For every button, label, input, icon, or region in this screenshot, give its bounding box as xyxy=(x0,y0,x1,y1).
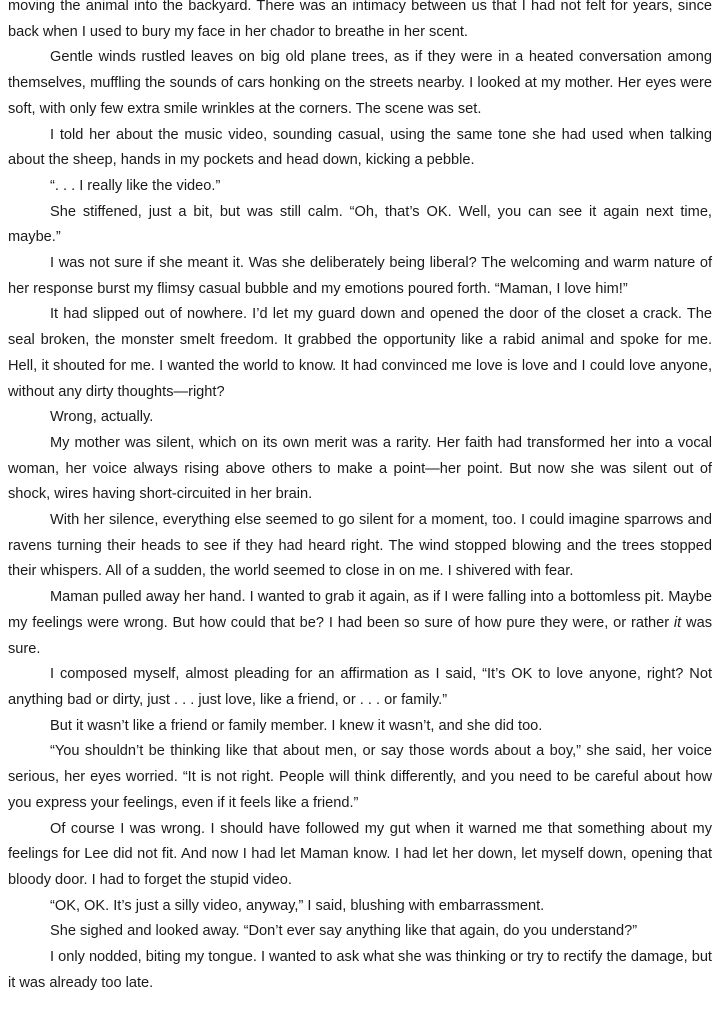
emphasis-text: it xyxy=(673,614,682,631)
paragraph-text: But it wasn’t like a friend or family member. I knew it wasn’t, and she did too. xyxy=(50,717,543,734)
paragraph xyxy=(8,894,712,920)
paragraph xyxy=(8,302,712,405)
paragraph xyxy=(8,919,712,945)
paragraph-text: “OK, OK. It’s just a silly video, anyway,” I said, blushing with embarrassment. xyxy=(50,897,545,914)
paragraph xyxy=(8,431,712,508)
paragraph-text: My mother was silent, which on its own merit was a rarity. Her faith had transformed her into a vocal woman, her voice always rising above others to make a point—her point. But now she was silent out of shock, wires having short-circuited in her brain. xyxy=(8,434,712,503)
paragraph-text: “. . . I really like the video.” xyxy=(50,177,221,194)
paragraph-text: With her silence, everything else seemed to go silent for a moment, too. I could imagine sparrows and ravens turning their heads to see if they had heard right. The wind stopped blowing and the trees stopped their whispers. All of a sudden, the world seemed to close in on me. I shivered with fear. xyxy=(8,512,712,580)
paragraph xyxy=(8,251,712,302)
paragraph-text: She stiffened, just a bit, but was still calm. “Oh, that’s OK. Well, you can see it again next time, maybe.” xyxy=(8,203,712,246)
paragraph-text: It had slipped out of nowhere. I’d let my guard down and opened the door of the closet a crack. The seal broken, the monster smelt freedom. It grabbed the opportunity like a rabid animal and spoke for me. Hell, it shouted for me. I wanted the world to know. It had convinced me love is love and I could love anyone, without any dirty thoughts—right? xyxy=(8,306,712,400)
paragraph-text: I was not sure if she meant it. Was she deliberately being liberal? The welcoming and warm nature of her response burst my flimsy casual bubble and my emotions poured forth. “Maman, I love him!” xyxy=(8,255,712,297)
paragraph-text: moving the animal into the backyard. There was an intimacy between us that I had not felt for years, since back when I used to bury my face in her chador to breathe in her scent. xyxy=(8,0,712,40)
paragraph xyxy=(8,0,712,45)
paragraph-text: She sighed and looked away. “Don’t ever say anything like that again, do you understand?” xyxy=(50,923,638,940)
paragraph-text: Wrong, actually. xyxy=(50,409,154,426)
paragraph-text: was sure. xyxy=(8,614,712,657)
paragraph xyxy=(8,585,712,662)
paragraph xyxy=(8,508,712,585)
paragraph xyxy=(8,123,712,174)
paragraph-text: Gentle winds rustled leaves on big old plane trees, as if they were in a heated conversation among themselves, muffling the sounds of cars honking on the streets nearby. I looked at my mother. Her eyes were soft, with only few extra smile wrinkles at the corners. The scene was set. xyxy=(8,49,712,117)
paragraph xyxy=(8,945,712,996)
paragraph xyxy=(8,739,712,816)
paragraph xyxy=(8,45,712,122)
paragraph xyxy=(8,200,712,251)
paragraph-text: Of course I was wrong. I should have followed my gut when it warned me that something about my feelings for Lee did not fit. And now I had let Maman know. I had let her down, let myself down, opening that bloody door. I had to forget the stupid video. xyxy=(8,820,712,888)
paragraph xyxy=(8,662,712,713)
paragraph-text: I composed myself, almost pleading for an affirmation as I said, “It’s OK to love anyone, right? Not anything bad or dirty, just . . . just love, like a friend, or . . . or family.” xyxy=(8,666,712,708)
paragraph-text: I only nodded, biting my tongue. I wanted to ask what she was thinking or try to rectify the damage, but it was already too late. xyxy=(8,949,712,991)
paragraph-text: Maman pulled away her hand. I wanted to grab it again, as if I were falling into a bottomless pit. Maybe my feelings were wrong. But how could that be? I had been so sure of how pure they were, or rather xyxy=(8,589,712,631)
paragraph xyxy=(8,714,712,740)
paragraph xyxy=(8,174,712,200)
paragraph-text: “You shouldn’t be thinking like that about men, or say those words about a boy,” she said, her voice serious, her eyes worried. “It is not right. People will think differently, and you need to be careful about how you express your feelings, even if it feels like a friend.” xyxy=(8,743,712,811)
paragraph xyxy=(8,405,712,431)
paragraph xyxy=(8,817,712,894)
paragraph-text: I told her about the music video, sounding casual, using the same tone she had used when talking about the sheep, hands in my pockets and head down, kicking a pebble. xyxy=(8,126,712,169)
